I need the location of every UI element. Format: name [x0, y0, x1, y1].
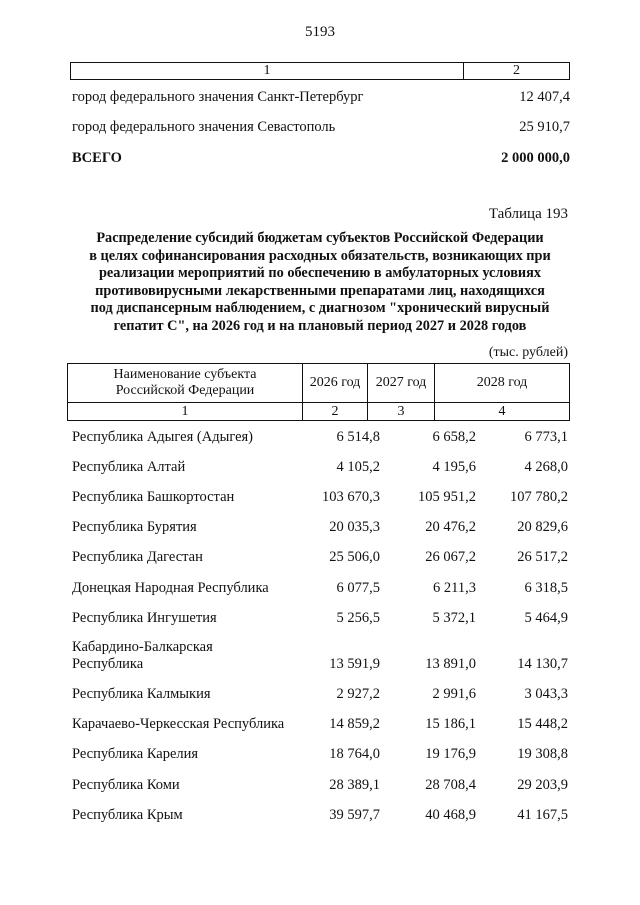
value-2026: 6 514,8 — [336, 429, 380, 445]
value-2028: 29 203,9 — [517, 777, 568, 793]
value-2028: 6 318,5 — [524, 580, 568, 596]
value-2027: 105 951,2 — [418, 489, 476, 505]
region-name: Республика Адыгея (Адыгея) — [72, 429, 254, 445]
value-2028: 19 308,8 — [517, 746, 568, 762]
region-name: Республика Башкортостан — [72, 489, 235, 505]
region-name: Республика Бурятия — [72, 519, 197, 535]
value-2026: 39 597,7 — [329, 807, 380, 823]
region-name: Донецкая Народная Республика — [72, 580, 269, 596]
value-2026: 14 859,2 — [329, 716, 380, 732]
prev-col-header-1: 1 — [71, 63, 464, 79]
header-name-line: Российской Федерации — [115, 383, 255, 398]
value-2028: 107 780,2 — [510, 489, 568, 505]
header-num-3: 3 — [368, 402, 435, 420]
title-line: под диспансерным наблюдением, с диагнозом "хронический вирусный — [90, 300, 550, 316]
region-name: Республика Дагестан — [72, 549, 203, 565]
value-2028: 4 268,0 — [524, 459, 568, 475]
value-2026: 18 764,0 — [329, 746, 380, 762]
title-line: Распределение субсидий бюджетам субъектов Российской Федерации — [96, 230, 544, 246]
prev-table-total — [72, 150, 570, 167]
prev-table-row — [72, 119, 570, 136]
header-2026: 2026 год — [303, 364, 368, 402]
table-number: Таблица 193 — [488, 206, 568, 222]
page-number: 5193 — [305, 24, 335, 40]
value-2027: 19 176,9 — [425, 746, 476, 762]
region-name: Республика Карелия — [72, 746, 199, 762]
title-line: противовирусными лекарственными препаратами лиц, находящихся — [95, 282, 545, 299]
value-2026: 4 105,2 — [336, 459, 380, 475]
prev-row-name: город федерального значения Санкт-Петербург — [72, 89, 364, 105]
value-2027: 26 067,2 — [425, 549, 476, 565]
value-2027: 40 468,9 — [425, 807, 476, 823]
value-2027: 15 186,1 — [425, 716, 476, 732]
prev-row-value: 25 910,7 — [519, 119, 570, 135]
region-name — [72, 639, 312, 673]
value-2027: 4 195,6 — [432, 459, 476, 475]
value-2026: 28 389,1 — [329, 777, 380, 793]
value-2028: 15 448,2 — [517, 716, 568, 732]
total-label: ВСЕГО — [72, 150, 122, 166]
value-2027: 2 991,6 — [432, 686, 476, 702]
value-2028: 26 517,2 — [517, 549, 568, 565]
value-2026: 5 256,5 — [336, 610, 380, 626]
value-2028: 41 167,5 — [517, 807, 568, 823]
prev-row-value: 12 407,4 — [519, 89, 570, 105]
title-line: реализации мероприятий по обеспечению в амбулаторных условиях — [98, 265, 542, 281]
table-header — [67, 363, 570, 421]
value-2027: 20 476,2 — [425, 519, 476, 535]
region-name: Республика Крым — [72, 807, 183, 823]
value-2028: 5 464,9 — [524, 610, 568, 626]
header-name-line: Наименование субъекта — [113, 367, 257, 382]
value-2026: 25 506,0 — [329, 549, 380, 565]
value-2026: 2 927,2 — [336, 686, 380, 702]
value-2027: 5 372,1 — [432, 610, 476, 626]
title-line: в целях софинансирования расходных обязательств, возникающих при — [89, 247, 551, 264]
header-2027: 2027 год — [368, 364, 435, 402]
value-2028: 3 043,3 — [524, 686, 568, 702]
value-2027: 6 211,3 — [433, 580, 476, 596]
table-title — [70, 230, 570, 335]
region-name: Карачаево-Черкесская Республика — [72, 716, 285, 732]
value-2026: 13 591,9 — [329, 656, 380, 672]
value-2028: 6 773,1 — [524, 429, 568, 445]
header-2028: 2028 год — [476, 375, 528, 390]
region-name: Республика Алтай — [72, 459, 186, 475]
header-num-4: 4 — [435, 402, 569, 420]
value-2028: 14 130,7 — [517, 656, 568, 672]
title-line: гепатит С", на 2026 год и на плановый период 2027 и 2028 годов — [113, 317, 527, 334]
value-2026: 20 035,3 — [329, 519, 380, 535]
value-2027: 13 891,0 — [425, 656, 476, 672]
prev-table-row — [72, 89, 570, 106]
region-name: Республика Ингушетия — [72, 610, 217, 626]
total-value: 2 000 000,0 — [501, 150, 570, 166]
header-num-1: 1 — [68, 402, 303, 420]
value-2026: 103 670,3 — [322, 489, 380, 505]
value-2026: 6 077,5 — [336, 580, 380, 596]
value-2028: 20 829,6 — [517, 519, 568, 535]
region-name: Республика Коми — [72, 777, 180, 793]
prev-col-header-2: 2 — [513, 63, 520, 78]
prev-row-name: город федерального значения Севастополь — [72, 119, 336, 135]
header-num-2: 2 — [303, 402, 368, 420]
region-name: Республика Калмыкия — [72, 686, 211, 702]
value-2027: 6 658,2 — [432, 429, 476, 445]
units-label: (тыс. рублей) — [488, 345, 568, 360]
region-name-line: Республика — [72, 656, 144, 672]
region-name-line: Кабардино-Балкарская — [72, 639, 213, 655]
value-2027: 28 708,4 — [425, 777, 476, 793]
header-name — [68, 364, 303, 402]
prev-table-header — [70, 62, 570, 80]
